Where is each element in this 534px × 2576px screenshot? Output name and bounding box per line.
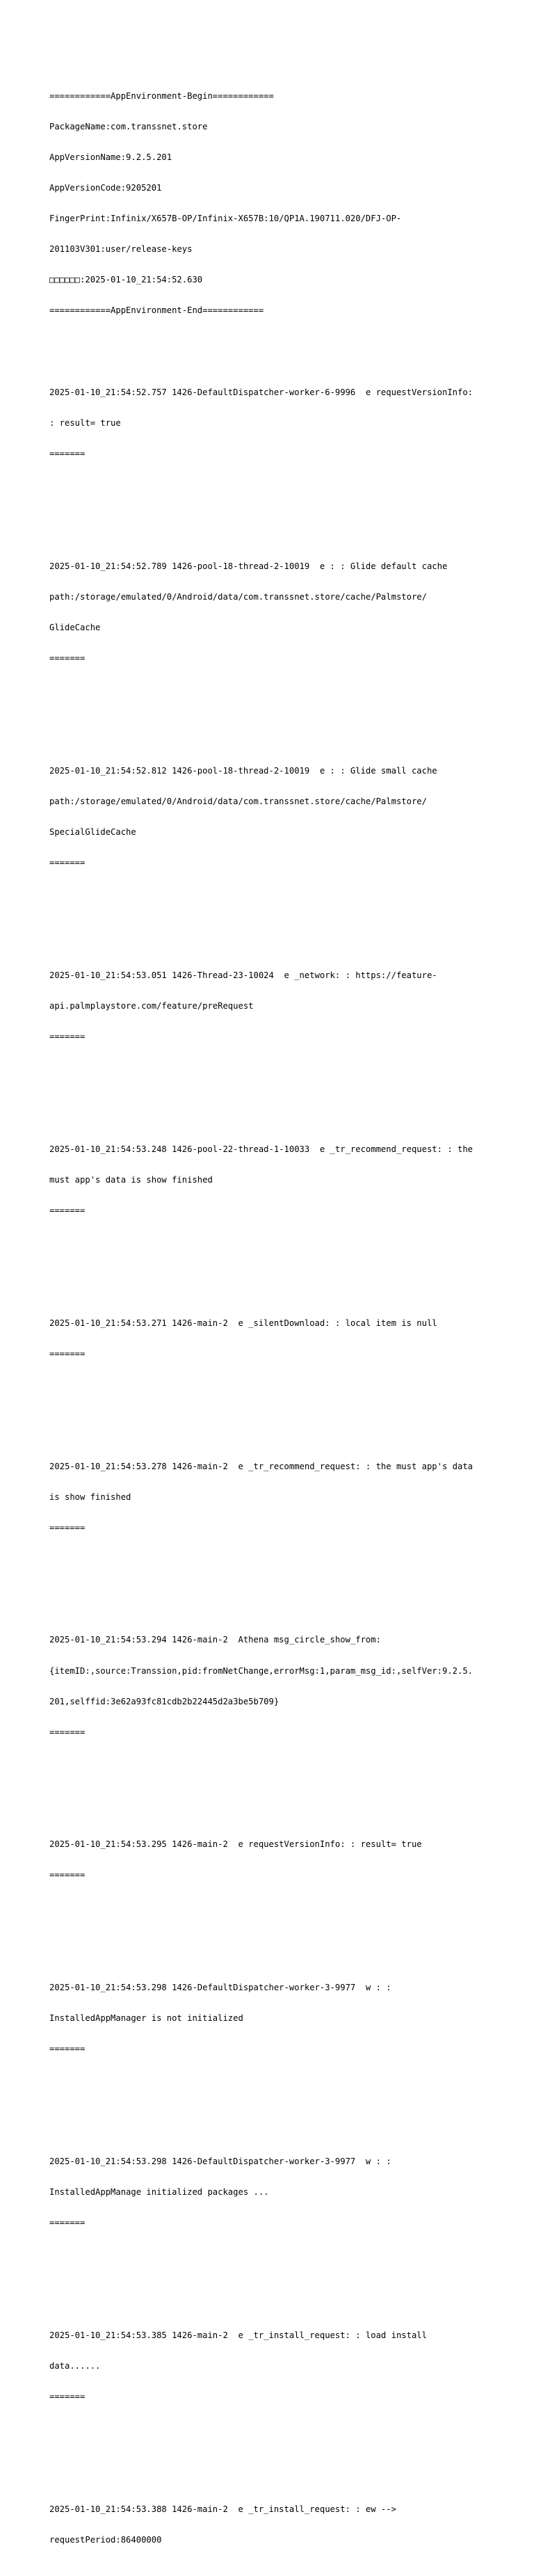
spacer [49, 2443, 494, 2454]
log-separator: ======= [49, 449, 86, 459]
log-line: 2025-01-10_21:54:53.248 1426-pool-22-thread-1-10033 e _tr_recommend_request: : the [49, 1144, 474, 1154]
log-entry [49, 1615, 494, 1758]
log-separator: ======= [49, 2044, 86, 2054]
app-version-code-line: AppVersionCode:9205201 [49, 183, 162, 193]
log-line: 2025-01-10_21:54:52.812 1426-pool-18-thread-2-10019 e : : Glide small cache [49, 765, 437, 776]
log-separator: ======= [49, 1206, 86, 1216]
package-name-line: PackageName:com.transsnet.store [49, 121, 208, 131]
log-line: SpecialGlideCache [49, 827, 136, 838]
log-line: api.palmplaystore.com/feature/preRequest [49, 1001, 254, 1011]
log-separator: ======= [49, 1032, 86, 1042]
log-line: 2025-01-10_21:54:53.295 1426-main-2 e requestVersionInfo: : result= true [49, 1839, 422, 1850]
log-line: : result= true [49, 418, 121, 429]
env-begin-marker: ============AppEnvironment-Begin============ [49, 90, 274, 101]
spacer [49, 1778, 494, 1789]
spacer [49, 500, 494, 511]
spacer [49, 1921, 494, 1932]
spacer [49, 705, 494, 715]
log-line: 2025-01-10_21:54:53.271 1426-main-2 e _silentDownload: : local item is null [49, 1318, 437, 1328]
timestamp-line: □□□□□□:2025-01-10_21:54:52.630 [49, 275, 203, 285]
log-line: 201,selffid:3e62a93fc81cdb2b22445d2a3be5b709} [49, 1696, 280, 1706]
log-line: InstalledAppManage initialized packages ... [49, 2187, 269, 2198]
log-separator: ======= [49, 1727, 86, 1737]
log-separator: ======= [49, 2218, 86, 2228]
log-line: GlideCache [49, 623, 101, 633]
log-separator: ======= [49, 2392, 86, 2402]
log-entry [49, 950, 494, 1063]
fingerprint-line: FingerPrint:Infinix/X657B-OP/Infinix-X657B:10/QP1A.190711.020/DFJ-OP- [49, 214, 402, 224]
app-version-name-line: AppVersionName:9.2.5.201 [49, 152, 172, 162]
log-line: 2025-01-10_21:54:52.789 1426-pool-18-thread-2-10019 e : : Glide default cache [49, 561, 448, 571]
spacer [49, 909, 494, 920]
log-line: is show finished [49, 1491, 131, 1502]
spacer [49, 1574, 494, 1584]
log-line: 2025-01-10_21:54:53.051 1426-Thread-23-10024 e _network: : https://feature- [49, 970, 437, 980]
log-entry [49, 367, 494, 480]
app-environment-block [49, 70, 494, 336]
log-separator: ======= [49, 1870, 86, 1880]
log-line: {itemID:,source:Transsion,pid:fromNetChange,errorMsg:1,param_msg_id:,selfVer:9.2.5. [49, 1665, 474, 1676]
log-line: 2025-01-10_21:54:53.388 1426-main-2 e _tr_install_request: : ew --> [49, 2504, 396, 2514]
fingerprint-line-continued: 201103V301:user/release-keys [49, 244, 193, 255]
log-entry [49, 746, 494, 889]
log-line: 2025-01-10_21:54:53.294 1426-main-2 Athena msg_circle_show_from: [49, 1635, 381, 1645]
spacer [49, 1400, 494, 1410]
log-separator: ======= [49, 1522, 86, 1533]
log-entry [49, 2310, 494, 2423]
spacer [49, 1083, 494, 1094]
log-document [49, 50, 494, 2576]
log-entry [49, 1123, 494, 1236]
log-entry [49, 2483, 494, 2566]
log-entry [49, 2136, 494, 2249]
log-line: path:/storage/emulated/0/Android/data/com.transsnet.store/cache/Palmstore/ [49, 797, 427, 807]
log-line: must app's data is show finished [49, 1174, 213, 1185]
spacer [49, 2095, 494, 2106]
spacer [49, 2269, 494, 2280]
env-end-marker: ============AppEnvironment-End============ [49, 305, 264, 316]
log-line: 2025-01-10_21:54:53.298 1426-DefaultDispatcher-worker-3-9977 w : : [49, 2157, 391, 2167]
log-line: InstalledAppManager is not initialized [49, 2013, 243, 2024]
log-line: 2025-01-10_21:54:53.278 1426-main-2 e _tr_recommend_request: : the must app's data [49, 1461, 474, 1471]
log-line: 2025-01-10_21:54:52.757 1426-DefaultDispatcher-worker-6-9996 e requestVersionInfo: [49, 387, 474, 398]
log-entry [49, 541, 494, 685]
log-entry [49, 1297, 494, 1379]
log-separator: ======= [49, 653, 86, 664]
log-entry [49, 1441, 494, 1553]
log-line: requestPeriod:86400000 [49, 2534, 162, 2545]
log-separator: ======= [49, 858, 86, 868]
log-line: 2025-01-10_21:54:53.385 1426-main-2 e _tr_install_request: : load install [49, 2330, 427, 2340]
log-entry [49, 1819, 494, 1901]
log-entry [49, 1962, 494, 2075]
log-line: 2025-01-10_21:54:53.298 1426-DefaultDispatcher-worker-3-9977 w : : [49, 1983, 391, 1993]
log-line: path:/storage/emulated/0/Android/data/com.transsnet.store/cache/Palmstore/ [49, 592, 427, 602]
spacer [49, 1257, 494, 1267]
log-line: data...... [49, 2361, 101, 2371]
log-separator: ======= [49, 1348, 86, 1359]
